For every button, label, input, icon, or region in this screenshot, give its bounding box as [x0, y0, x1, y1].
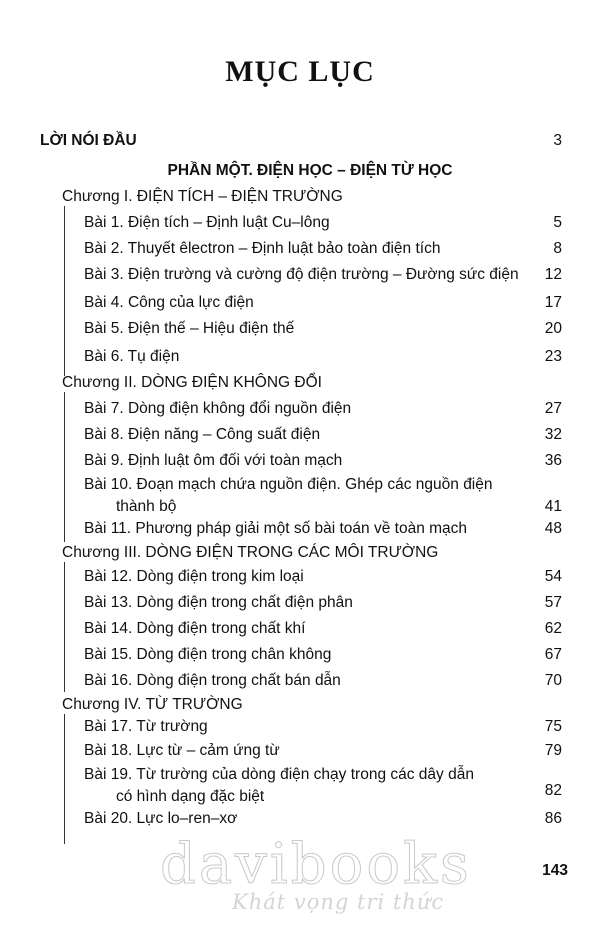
toc-entry-lesson-4[interactable] — [84, 292, 562, 314]
toc-entry-lesson-17[interactable] — [84, 716, 562, 738]
entry-page: 17 — [544, 294, 562, 311]
toc-entry-lesson-16[interactable] — [84, 670, 562, 692]
chapter-bracket-line — [64, 206, 65, 376]
chapter-title: Chương IV. TỪ TRƯỜNG — [62, 696, 243, 713]
entry-page: 32 — [544, 426, 562, 443]
entry-label: Bài 10. Đoạn mạch chứa nguồn điện. Ghép các nguồn điện — [84, 476, 493, 493]
toc-entry-lesson-6[interactable] — [84, 346, 562, 368]
entry-page: 27 — [544, 400, 562, 417]
entry-page: 5 — [553, 214, 562, 231]
watermark-tagline: Khát vọng tri thức — [232, 890, 445, 914]
chapter-bracket-line — [64, 714, 65, 844]
entry-page: 57 — [544, 594, 562, 611]
entry-label: Bài 2. Thuyết êlectron – Định luật bảo toàn điện tích — [84, 240, 441, 257]
chapter-title: Chương III. DÒNG ĐIỆN TRONG CÁC MÔI TRƯỜNG — [62, 544, 439, 561]
toc-entry-lesson-20[interactable] — [84, 808, 562, 830]
toc-entry-lesson-19[interactable] — [84, 764, 562, 808]
entry-label: Bài 13. Dòng điện trong chất điện phân — [84, 594, 353, 611]
toc-entry-lesson-2[interactable] — [84, 238, 562, 260]
toc-entry-preface[interactable] — [40, 130, 562, 152]
toc-entry-lesson-10[interactable] — [84, 474, 562, 518]
toc-entry-lesson-7[interactable] — [84, 398, 562, 420]
toc-entry-lesson-5[interactable] — [84, 318, 562, 340]
entry-page: 41 — [544, 498, 562, 515]
entry-label: Bài 16. Dòng điện trong chất bán dẫn — [84, 672, 341, 689]
entry-page: 70 — [544, 672, 562, 689]
toc-entry-lesson-15[interactable] — [84, 644, 562, 666]
entry-page: 12 — [544, 266, 562, 283]
entry-label: Bài 7. Dòng điện không đổi nguồn điện — [84, 400, 352, 417]
toc-entry-lesson-13[interactable] — [84, 592, 562, 614]
entry-page: 23 — [544, 348, 562, 365]
entry-page: 67 — [544, 646, 562, 663]
entry-label-continued: có hình dạng đặc biệt — [116, 788, 265, 805]
chapter-bracket-line — [64, 392, 65, 542]
entry-label: Bài 15. Dòng điện trong chân không — [84, 646, 332, 663]
watermark-logo: davibooks — [160, 832, 472, 897]
toc-entry-lesson-14[interactable] — [84, 618, 562, 640]
entry-label: Bài 1. Điện tích – Định luật Cu–lông — [84, 214, 330, 231]
toc-entry-lesson-18[interactable] — [84, 740, 562, 762]
chapter-heading-1[interactable] — [62, 186, 542, 208]
entry-label: Bài 18. Lực từ – cảm ứng từ — [84, 742, 280, 759]
chapter-heading-3[interactable] — [62, 542, 542, 564]
entry-page: 54 — [544, 568, 562, 585]
entry-label: Bài 8. Điện năng – Công suất điện — [84, 426, 321, 443]
entry-label: Bài 19. Từ trường của dòng điện chạy trong các dây dẫn — [84, 766, 474, 783]
entry-page: 82 — [544, 782, 562, 799]
entry-page: 48 — [544, 520, 562, 537]
chapter-title: Chương I. ĐIỆN TÍCH – ĐIỆN TRƯỜNG — [62, 188, 343, 205]
chapter-heading-4[interactable] — [62, 694, 542, 716]
toc-entry-lesson-11[interactable] — [84, 518, 562, 540]
entry-page: 86 — [544, 810, 562, 827]
toc-entry-lesson-8[interactable] — [84, 424, 562, 446]
entry-label: Bài 20. Lực lo–ren–xơ — [84, 810, 238, 827]
chapter-bracket-line — [64, 562, 65, 692]
entry-label-continued: thành bộ — [116, 498, 177, 515]
entry-page: 8 — [553, 240, 562, 257]
part-title: PHẦN MỘT. ĐIỆN HỌC – ĐIỆN TỪ HỌC — [167, 162, 453, 179]
entry-label: LỜI NÓI ĐẦU — [40, 132, 137, 149]
entry-page: 79 — [544, 742, 562, 759]
entry-label: Bài 6. Tụ điện — [84, 348, 180, 365]
entry-label: Bài 12. Dòng điện trong kim loại — [84, 568, 304, 585]
toc-entry-lesson-1[interactable] — [84, 212, 562, 234]
entry-label: Bài 17. Từ trường — [84, 718, 208, 735]
footer-page-number: 143 — [542, 862, 568, 879]
page-title: MỤC LỤC — [225, 55, 375, 88]
entry-page: 75 — [544, 718, 562, 735]
entry-label: Bài 14. Dòng điện trong chất khí — [84, 620, 306, 637]
chapter-title: Chương II. DÒNG ĐIỆN KHÔNG ĐỔI — [62, 374, 322, 391]
entry-page: 20 — [544, 320, 562, 337]
toc-entry-lesson-12[interactable] — [84, 566, 562, 588]
entry-label: Bài 5. Điện thế – Hiệu điện thế — [84, 320, 295, 337]
toc-entry-lesson-9[interactable] — [84, 450, 562, 472]
entry-label: Bài 3. Điện trường và cường độ điện trường – Đường sức điện — [84, 266, 519, 283]
entry-page: 36 — [544, 452, 562, 469]
entry-label: Bài 9. Định luật ôm đối với toàn mạch — [84, 452, 343, 469]
chapter-heading-2[interactable] — [62, 372, 542, 394]
entry-label: Bài 11. Phương pháp giải một số bài toán về toàn mạch — [84, 520, 468, 537]
toc-entry-lesson-3[interactable] — [84, 264, 562, 286]
entry-page: 3 — [553, 132, 562, 149]
entry-page: 62 — [544, 620, 562, 637]
entry-label: Bài 4. Công của lực điện — [84, 294, 254, 311]
